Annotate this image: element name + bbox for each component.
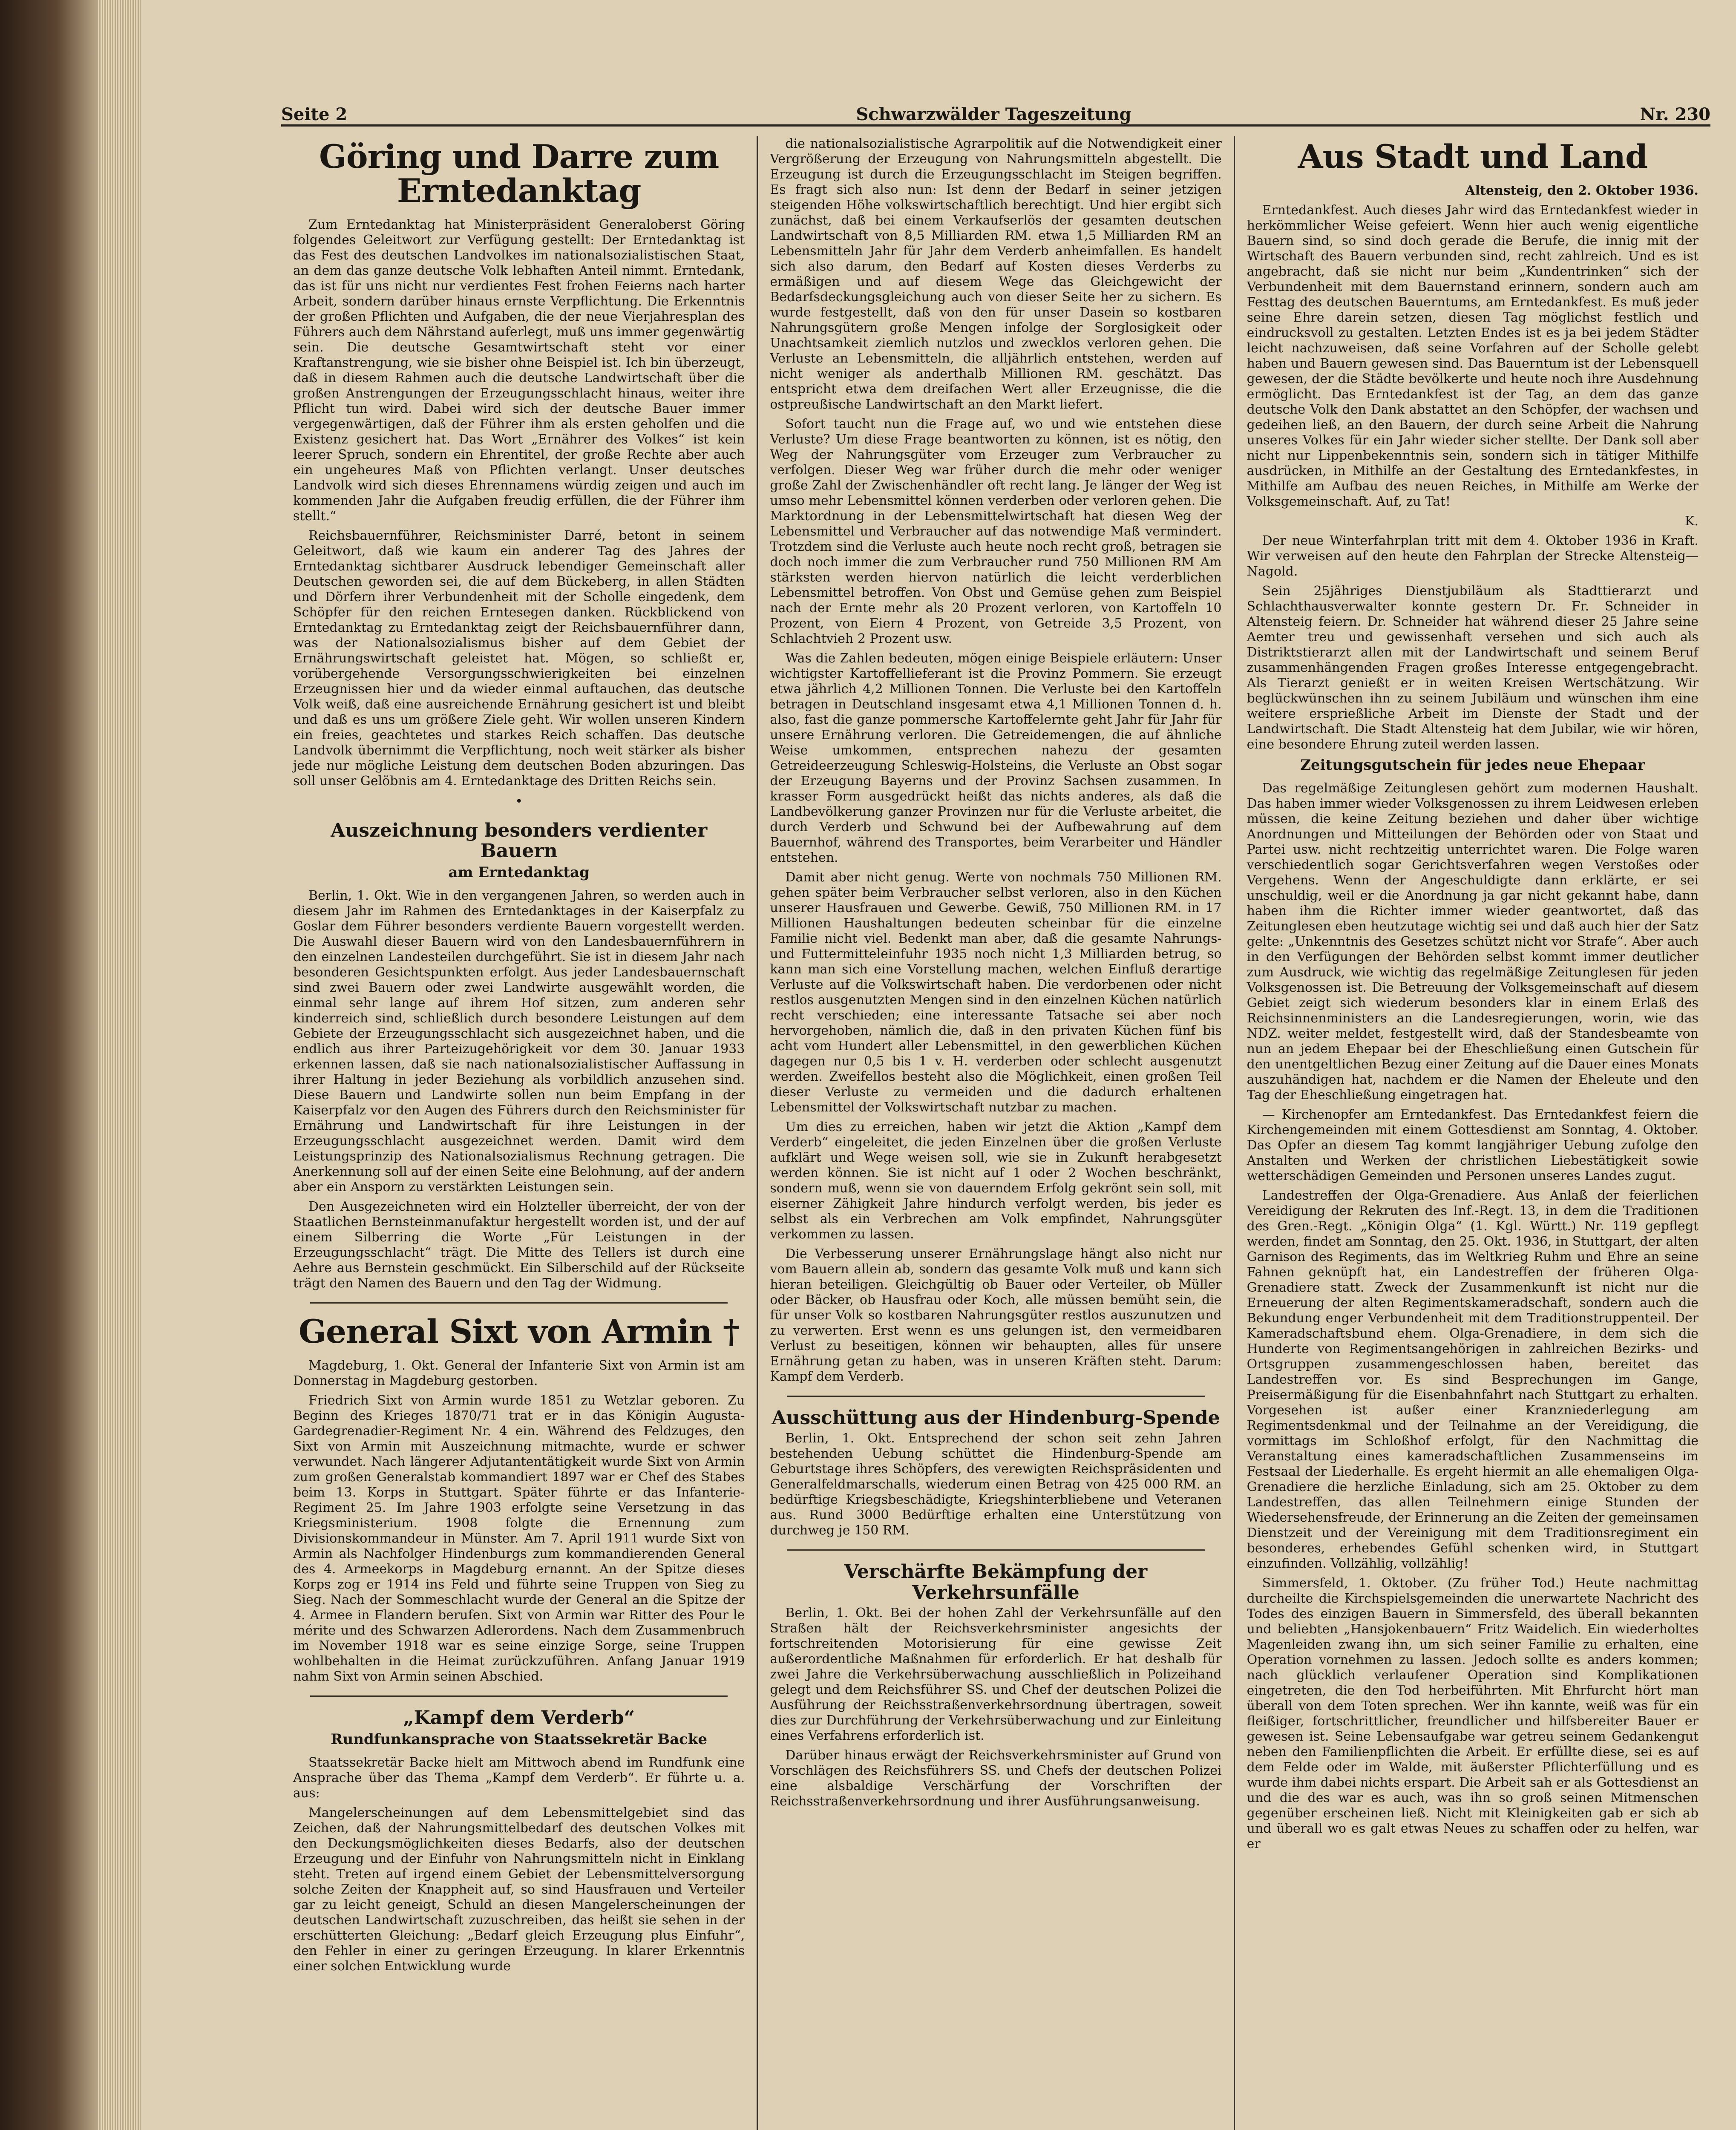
paragraph: Mangelerscheinungen auf dem Lebensmittelgebiet sind das Zeichen, daß der Nahrungsmittelbedarf des deutschen Volkes mit den Deckungsmöglichkeiten dieses Bedarfs, also der deutschen Erzeugung und der Einfuhr von Nahrungsmitteln nicht in Einklang steht. Treten auf irgend einem Gebiet der Lebensmittelversorgung solche Zeiten der Knappheit auf, so sind Hausfrauen und Verteiler gar zu leicht geneigt, Schuld an diesen Mangelerscheinungen der deutschen Landwirtschaft zuzuschreiben, das heißt sie sehen in der erschütterten Gleichung: „Bedarf gleich Erzeugung plus Einfuhr“, den Fehler in einer zu geringen Erzeugung. In klarer Erkenntnis einer solchen Entwicklung wurde bbox=[293, 1805, 745, 1974]
paragraph: Berlin, 1. Okt. Entsprechend der schon seit zehn Jahren bestehenden Uebung schüttet die Hindenburg-Spende am Geburtstage ihres Schöpfers, des verewigten Reichspräsidenten und Generalfeldmarschalls, wiederum einen Betrag von 425 000 RM. an bedürftige Kriegsbeschädigte, Kriegshinterbliebene und Veteranen aus. Rund 3000 Bedürftige erhalten eine Unterstützung von durchweg je 150 RM. bbox=[770, 1431, 1222, 1538]
book-binding bbox=[0, 0, 141, 2130]
page-header bbox=[281, 97, 1710, 127]
paragraph: Landestreffen der Olga-Grenadiere. Aus Anlaß der feierlichen Vereidigung der Rekruten des Inf.-Regt. 13, in dem die Traditionen des Gren.-Regt. „Königin Olga“ (1. Kgl. Württ.) Nr. 119 gepflegt werden, findet am Sonntag, den 25. Okt. 1936, in Stuttgart, der alten Garnison des Regiments, das im Weltkrieg Ruhm und Ehre an seine Fahnen geknüpft hat, ein Landestreffen der früheren Olga-Grenadiere statt. Zweck der Zusammenkunft ist nicht nur die Erneuerung der alten Regimentskameradschaft, sondern auch die Bekundung enger Verbundenheit mit dem Traditionstruppenteil. Der Kameradschaftsbund ehem. Olga-Grenadiere, in dem sich die Hunderte von Regimentsangehörigen in zahlreichen Bezirks- und Ortsgruppen zusammengeschlossen haben, bereitet das Landestreffen vor. Es sind Besprechungen im Gange, Preisermäßigung für die Eisenbahnfahrt nach Stuttgart zu erhalten. Vorgesehen ist außer einer Kranzniederlegung am Regimentsdenkmal und der Teilnahme an der Vereidigung, die vormittags im Schloßhof erfolgt, für den Nachmittag die Veranstaltung eines kameradschaftlichen Zusammenseins im Festsaal der Liederhalle. Es ergeht hiermit an alle ehemaligen Olga-Grenadiere die herzliche Einladung, sich am 25. Oktober zu dem Landestreffen, das allen Teilnehmern einige Stunden der Wiedersehensfreude, der Erinnerung an die Zeiten der gemeinsamen Dienstzeit und der Vereinigung mit dem Traditionsregiment ein besonderes, erhebendes Gefühl schenken wird, in Stuttgart einzufinden. Vollzählig, vollzählig! bbox=[1247, 1188, 1699, 1571]
page-number: Seite 2 bbox=[281, 104, 348, 124]
paragraph: Sein 25jähriges Dienstjubiläum als Stadttierarzt und Schlachthausverwalter konnte gestern Dr. Fr. Schneider in Altensteig feiern. Dr. Schneider hat während dieser 25 Jahre seine Aemter treu und gewissenhaft versehen und sich auch als Distriktstierarzt allen mit der Landwirtschaft und seinem Beruf zusammenhängenden Fragen großes Interesse entgegengebracht. Als Tierarzt genießt er in weiten Kreisen Wertschätzung. Wir beglückwünschen ihn zu seinem Jubiläum und wünschen ihm eine weitere ersprießliche Arbeit im Dienste der Stadt und der Landwirtschaft. Die Stadt Altensteig hat dem Jubilar, wie wir hören, eine besondere Ehrung zuteil werden lassen. bbox=[1247, 583, 1699, 752]
paragraph: Das regelmäßige Zeitunglesen gehört zum modernen Haushalt. Das haben immer wieder Volksgenossen zu ihrem Leidwesen erleben müssen, die keine Zeitung beziehen und daher über wichtige Anordnungen und Mitteilungen der Behörden oder von Staat und Partei usw. nicht rechtzeitig unterrichtet waren. Die Folge waren verschiedentlich sogar Gerichtsverfahren wegen Verstoßes oder Vergehens. Wenn der Angeschuldigte dann erklärte, er sei unschuldig, weil er die Anordnung ja gar nicht gekannt habe, dann haben ihm die Richter immer wieder geantwortet, daß das Zeitunglesen eben heutzutage wichtig sei und daß auch hier der Satz gelte: „Unkenntnis des Gesetzes schützt nicht vor Strafe“. Aber auch in den Verfügungen der Behörden selbst kommt immer deutlicher zum Ausdruck, wie wichtig das regelmäßige Zeitunglesen für jeden Volksgenossen ist. Die Betreuung der Volksgemeinschaft auf diesem Gebiet zeigt sich wiederum besonders klar in einem Erlaß des Reichsinnenministers an die Landesregierungen, worin, wie das NDZ. weiter meldet, festgestellt wird, daß der Standesbeamte von nun an jedem Ehepaar bei der Eheschließung einen Gutschein für den unentgeltlichen Bezug einer Zeitung auf die Dauer eines Monats auszuhändigen hat, nachdem er die Namen der Eheleute und den Tag der Eheschließung eingetragen hat. bbox=[1247, 780, 1699, 1102]
headline-auszeichnung: Auszeichnung besonders verdienter Bauern bbox=[331, 819, 708, 862]
paragraph: Berlin, 1. Okt. Bei der hohen Zahl der Verkehrsunfälle auf den Straßen hält der Reichsverkehrsminister angesichts der fortschreitenden Motorisierung für eine gewisse Zeit außerordentliche Maßnahmen für erforderlich. Er hat deshalb für zwei Jahre die Verkehrsüberwachung ausschließlich in Polizeihand gelegt und dem Reichsführer SS. und Chef der deutschen Polizei die Ausführung der Reichsstraßenverkehrsordnung übertragen, soweit dies zur Durchführung der Verkehrsüberwachung und zur Einleitung eines Verfahrens erforderlich ist. bbox=[770, 1606, 1222, 1744]
separator-dot: • bbox=[515, 794, 523, 809]
headline-goering: Göring und Darre zum Erntedanktag bbox=[319, 138, 719, 210]
divider bbox=[310, 1695, 728, 1697]
paragraph: Staatssekretär Backe hielt am Mittwoch abend im Rundfunk eine Ansprache über das Thema „Kampf dem Verderb“. Er führte u. a. aus: bbox=[293, 1755, 745, 1801]
dateline: Altensteig, den 2. Oktober 1936. bbox=[1465, 183, 1699, 198]
paragraph: Damit aber nicht genug. Werte von nochmals 750 Millionen RM. gehen später beim Verbraucher selbst verloren, also in den Küchen unserer Hausfrauen und Gewerbe. Gewiß, 750 Millionen RM. in 17 Millionen Haushaltungen bedeuten scheinbar für die einzelne Familie nicht viel. Bedenkt man aber, daß die gesamte Nahrungs- und Futtermitteleinfuhr 1935 noch nicht 1,3 Milliarden betrug, so kann man sich eine Vorstellung machen, welchen Einfluß derartige Verluste auf die Volkswirtschaft haben. Die verdorbenen oder nicht restlos ausgenutzten Mengen sind in den einzelnen Küchen natürlich recht verschieden; eine interessante Tatsache sei aber noch hervorgehoben, nämlich die, daß in den privaten Küchen fünf bis acht vom Hundert aller Lebensmittel, in den gewerblichen Küchen dagegen nur 0,5 bis 1 v. H. verderben oder schlecht ausgenutzt werden. Zweifellos besteht also die Möglichkeit, einen großen Teil dieser Verluste zu vermeiden und die dadurch erhaltenen Lebensmittel der Volkswirtschaft nutzbar zu machen. bbox=[770, 870, 1222, 1115]
paragraph: Friedrich Sixt von Armin wurde 1851 zu Wetzlar geboren. Zu Beginn des Krieges 1870/71 trat er in das Königin Augusta-Gardegrenadier-Regiment Nr. 4 ein. Während des Feldzuges, den Sixt von Armin mit Auszeichnung mitmachte, wurde er schwer verwundet. Nach längerer Adjutantentätigkeit wurde Sixt von Armin zum großen Generalstab kommandiert 1897 war er Chef des Stabes beim 13. Korps in Stuttgart. Später führte er das Infanterie-Regiment 25. Im Jahre 1903 erfolgte seine Versetzung in das Kriegsministerium. 1908 folgte die Ernennung zum Divisionskommandeur in Münster. Am 7. April 1911 wurde Sixt von Armin als Nachfolger Hindenburgs zum kommandierenden General des 4. Armeekorps in Magdeburg ernannt. An der Spitze dieses Korps zog er 1914 ins Feld und führte seine Truppen von Sieg zu Sieg. Nach der Sommeschlacht wurde der General an die Spitze der 4. Armee in Flandern berufen. Sixt von Armin war Ritter des Pour le mérite und des Schwarzen Adlerordens. Nach dem Zusammenbruch im November 1918 war es seine einzige Sorge, seine Truppen wohlbehalten in die Heimat zurückzuführen. Anfang Januar 1919 nahm Sixt von Armin seinen Abschied. bbox=[293, 1393, 745, 1684]
paragraph: die nationalsozialistische Agrarpolitik auf die Notwendigkeit einer Vergrößerung der Erzeugung von Nahrungsmitteln abgestellt. Die Erzeugung ist durch die Erzeugungsschlacht im Steigen begriffen. Es fragt sich also nun: Ist denn der Bedarf in seiner jetzigen steigenden Höhe volkswirtschaftlich berechtigt. Und hier ergibt sich zunächst, daß bei einem Verkaufserlös der gesamten deutschen Landwirtschaft von 8,5 Milliarden RM. etwa 1,5 Milliarden RM an Lebensmitteln Jahr für Jahr dem Verderb anheimfallen. Es handelt sich also darum, den Bedarf auf Kosten dieses Verderbs zu ermäßigen und auf diesem Wege das Gleichgewicht der Bedarfsdeckungsgleichung auch von dieser Seite her zu sichern. Es wurde festgestellt, daß von den für unser Dasein so kostbaren Nahrungsgütern große Mengen infolge der Sorglosigkeit oder Unachtsamkeit ziemlich nutzlos und zwecklos verloren gehen. Die Verluste an Lebensmitteln, die alljährlich entstehen, werden auf nicht weniger als anderthalb Millionen RM. geschätzt. Das entspricht etwa dem dreifachen Wert aller Erzeugnisse, die die ostpreußische Landwirtschaft an den Markt liefert. bbox=[770, 136, 1222, 412]
paragraph: Erntedankfest. Auch dieses Jahr wird das Erntedankfest wieder in herkömmlicher Weise gefeiert. Wenn hier auch wenig eigentliche Bauern sind, so sind doch gerade die Berufe, die innig mit der Wirtschaft des Bauern verbunden sind, recht zahlreich. Und es ist angebracht, daß sie nicht nur beim „Kundentrinken“ sich der Verbundenheit mit dem Bauernstand erinnern, sondern auch am Festtag des deutschen Bauerntums, am Erntedankfest. Es muß jeder seine Ehre darein setzen, diesen Tag möglichst festlich und eindrucksvoll zu gestalten. Letzten Endes ist es ja bei jedem Städter leicht nachzuweisen, daß seine Vorfahren auf der Scholle gelebt haben und Bauern gewesen sind. Das Bauerntum ist der Lebensquell gewesen, der die Städte bevölkerte und heute noch ihre Ausdehnung ermöglicht. Das Erntedankfest ist der Tag, an dem das ganze deutsche Volk den Dank abstattet an den Schöpfer, der wachsen und gedeihen ließ, an den Bauern, der durch seine Arbeit die Nahrung unseres Volkes für ein Jahr wieder sicher stellte. Der Dank soll aber nicht nur Lippenbekenntnis sein, sondern sich in tätiger Mithilfe ausdrücken, in Mithilfe an der Gestaltung des Erntedankfestes, in Mithilfe am Aufbau des neuen Reiches, in Mithilfe am Werke der Volksgemeinschaft. Auf, zu Tat! bbox=[1247, 202, 1699, 509]
subheadline: Rundfunkansprache von Staatssekretär Backe bbox=[331, 1731, 708, 1748]
column-3 bbox=[1234, 136, 1710, 2130]
paragraph: Den Ausgezeichneten wird ein Holzteller überreicht, der von der Staatlichen Bernsteinmanufaktur hergestellt worden ist, und der auf einem Silberring die Worte „Für Leistungen in der Erzeugungsschlacht“ trägt. Die Mitte des Tellers ist durch eine Aehre aus Bernstein geschmückt. Ein Silberschild auf der Rückseite trägt den Namen des Bauern und den Tag der Widmung. bbox=[293, 1199, 745, 1291]
paragraph: Simmersfeld, 1. Oktober. (Zu früher Tod.) Heute nachmittag durcheilte die Kirchspielsgemeinden die unerwartete Nachricht des Todes des einzigen Bauern in Simmersfeld, des überall bekannten und beliebten „Hansjokenbauern“ Fritz Waidelich. Ein wiederholtes Magenleiden zwang ihn, um sich seiner Familie zu erhalten, eine Operation vornehmen zu lassen. Jedoch sollte es anders kommen; nach glücklich verlaufener Operation sind Komplikationen eingetreten, die den Tod herbeiführten. Mit Ehrfurcht hört man überall von dem Toten sprechen. Wer ihn kannte, weiß was für ein fleißiger, fortschrittlicher, freundlicher und hilfsbereiter Bauer er gewesen ist. Seine Lebensaufgabe war getreu seinem Gedankengut neben den Familienpflichten die Arbeit. Er erfüllte diese, sei es auf dem Felde oder im Walde, mit äußerster Pflichterfüllung und es wurde ihm dabei nichts erspart. Die Arbeit sah er als Gottesdienst an und die des war es auch, was ihn so groß seinen Mitmenschen gegenüber erscheinen ließ. Nicht mit Kleinigkeiten gab er sich ab und überall wo es galt etwas Neues zu schaffen oder zu helfen, war er bbox=[1247, 1575, 1699, 1851]
paragraph: Um dies zu erreichen, haben wir jetzt die Aktion „Kampf dem Verderb“ eingeleitet, die jeden Einzelnen über die großen Verluste aufklärt und Wege weisen soll, wie sie in Zukunft herabgesetzt werden können. Sie ist nicht auf 1 oder 2 Wochen beschränkt, sondern muß, wenn sie von dauerndem Erfolg gekrönt sein soll, mit eiserner Zähigkeit Jahre hindurch verfolgt werden, bis jeder es selbst als ein Verbrechen am Volk empfindet, Nahrungsgüter verkommen zu lassen. bbox=[770, 1120, 1222, 1242]
paragraph: Was die Zahlen bedeuten, mögen einige Beispiele erläutern: Unser wichtigster Kartoffellieferant ist die Provinz Pommern. Sie erzeugt etwa jährlich 4,2 Millionen Tonnen. Die Verluste bei den Kartoffeln betragen in Deutschland insgesamt etwa 4,1 Millionen Tonnen d. h. also, fast die ganze pommersche Kartoffelernte geht Jahr für Jahr für unsere Ernährung verloren. Die Getreidemengen, die auf ähnliche Weise umkommen, entsprechen nahezu der gesamten Getreideerzeugung Schleswig-Holsteins, die Verluste an Obst sogar der Erzeugung Bayerns und der Provinz Sachsen zusammen. In krasser Form ausgedrückt heißt das nichts anderes, als daß die Landbevölkerung ganzer Provinzen nur für die Verluste arbeitet, die durch Verderb und Schwund bei der Aufbewahrung auf dem Bauernhof, während des Transportes, beim Verarbeiter und Händler entstehen. bbox=[770, 651, 1222, 865]
headline-zeitungsgutschein: Zeitungsgutschein für jedes neue Ehepaar bbox=[1300, 756, 1645, 774]
page-edges bbox=[98, 0, 141, 2130]
column-2 bbox=[757, 136, 1233, 2130]
subheadline: am Erntedanktag bbox=[448, 864, 590, 881]
headline-kampf-dem-verderb: „Kampf dem Verderb“ bbox=[403, 1707, 635, 1729]
paragraph: Die Verbesserung unserer Ernährungslage hängt also nicht nur vom Bauern allein ab, sondern das gesamte Volk muß und kann sich hieran beteiligen. Gleichgültig ob Bauer oder Verteiler, ob Müller oder Bäcker, ob Hausfrau oder Koch, alle müssen bemüht sein, die für unser Volk so kostbaren Nahrungsgüter restlos auszunutzen und zu verwerten. Erst wenn es uns gelungen ist, den vermeidbaren Verlust zu beseitigen, können wir behaupten, alles für unsere Ernährung getan zu haben, was in unseren Kräften steht. Darum: Kampf dem Verderb. bbox=[770, 1246, 1222, 1384]
paragraph: Der neue Winterfahrplan tritt mit dem 4. Oktober 1936 in Kraft. Wir verweisen auf den heute den Fahrplan der Strecke Altensteig—Nagold. bbox=[1247, 533, 1699, 579]
columns bbox=[281, 136, 1710, 2130]
paragraph: Reichsbauernführer, Reichsminister Darré, betont in seinem Geleitwort, daß wie kaum ein anderer Tag des Jahres der Erntedanktag sichtbarer Ausdruck lebendiger Gemeinschaft aller Deutschen geworden sei, die auf dem Bückeberg, in allen Städten und Dörfern ihrer Verbundenheit mit der Scholle eingedenk, dem Schöpfer für den reichen Erntesegen danken. Rückblickend von Erntedanktag zu Erntedanktag zeigt der Reichsbauernführer dann, was der Nationalsozialismus bisher auf dem Gebiet der Ernährungswirtschaft geleistet hat. Mögen, so schließt er, vorübergehende Versorgungsschwierigkeiten bei einzelnen Erzeugnissen hier und da wieder einmal auftauchen, das deutsche Volk weiß, daß eine ausreichende Ernährung gesichert ist und bleibt und daß es uns um größere Ziele geht. Wir wollen unseren Kindern ein freies, geachtetes und starkes Reich schaffen. Das deutsche Landvolk übernimmt die Verpflichtung, noch weit stärker als bisher jede nur mögliche Leistung dem deutschen Boden abzuringen. Das soll unser Gelöbnis am 4. Erntedanktage des Dritten Reichs sein. bbox=[293, 528, 745, 789]
newspaper-page bbox=[141, 0, 1736, 2130]
paragraph: Magdeburg, 1. Okt. General der Infanterie Sixt von Armin ist am Donnerstag in Magdeburg gestorben. bbox=[293, 1358, 745, 1388]
headline-sixt-von-armin: General Sixt von Armin † bbox=[298, 1313, 740, 1351]
paragraph: Darüber hinaus erwägt der Reichsverkehrsminister auf Grund von Vorschlägen des Reichsführers SS. und Chefs der deutschen Polizei eine alsbaldige Verschärfung der Vorschriften der Reichsstraßenverkehrsordnung und ihrer Ausführungsanweisung. bbox=[770, 1748, 1222, 1809]
paragraph: — Kirchenopfer am Erntedankfest. Das Erntedankfest feiern die Kirchengemeinden mit einem Gottesdienst am Sonntag, 4. Oktober. Das Opfer an diesem Tag kommt langjähriger Uebung zufolge den Anstalten und Werken der christlichen Liebestätigkeit sowie wetterschädigen Gemeinden und Personen unseres Landes zugut. bbox=[1247, 1107, 1699, 1183]
column-1 bbox=[281, 136, 757, 2130]
paragraph: Berlin, 1. Okt. Wie in den vergangenen Jahren, so werden auch in diesem Jahr im Rahmen des Erntedanktages in der Kaiserpfalz zu Goslar dem Führer besonders verdiente Bauern vorgestellt werden. Die Auswahl dieser Bauern wird von den Landesbauernführern in den einzelnen Landesteilen durchgeführt. Sie ist in diesem Jahr nach besonderen Gesichtspunkten erfolgt. Aus jeder Landesbauernschaft sind zwei Bauern oder zwei Landwirte ausgewählt worden, die einmal sehr lange auf ihrem Hof sitzen, zum anderen sehr kinderreich sind, schließlich durch besondere Leistungen auf dem Gebiete der Erzeugungsschlacht sich ausgezeichnet haben, und die endlich aus ihrer Parteizugehörigkeit vor dem 30. Januar 1933 erkennen lassen, daß sie nach nationalsozialistischer Auffassung in ihrer Haltung in jeder Beziehung als vorbildlich anzusehen sind. Diese Bauern und Landwirte sollen nun beim Empfang in der Kaiserpfalz vor den Augen des Führers durch den Reichsminister für Ernährung und Landwirtschaft für ihre Leistungen in der Erzeugungsschlacht ausgezeichnet werden. Damit wird dem Leistungsprinzip des Nationalsozialismus Rechnung getragen. Die Anerkennung soll auf der einen Seite eine Belohnung, auf der andern aber ein Ansporn zu verstärkten Leistungen sein. bbox=[293, 888, 745, 1195]
paragraph: Sofort taucht nun die Frage auf, wo und wie entstehen diese Verluste? Um diese Frage beantworten zu können, ist es nötig, den Weg der Nahrungsgüter vom Erzeuger zum Verbraucher zu verfolgen. Dieser Weg war früher durch die mehr oder weniger große Zahl der Zwischenhändler oft recht lang. Je länger der Weg ist umso mehr Lebensmittel können verderben oder verloren gehen. Die Marktordnung in der Lebensmittelwirtschaft hat diesen Weg der Lebensmittel und Verbraucher auf das notwendige Maß vermindert. Trotzdem sind die Verluste auch heute noch recht groß, betragen sie doch noch immer die zum Verbraucher rund 750 Millionen RM Am stärksten werden hiervon natürlich die leicht verderblichen Lebensmittel betroffen. Von Obst und Gemüse gehen zum Beispiel nach der Ernte mehr als 20 Prozent verloren, von Kartoffeln 10 Prozent, von Eiern 4 Prozent, von Getreide 3,5 Prozent, von Schlachtvieh 2 Prozent usw. bbox=[770, 417, 1222, 646]
paragraph: Zum Erntedanktag hat Ministerpräsident Generaloberst Göring folgendes Geleitwort zur Verfügung gestellt: Der Erntedanktag ist das Fest des deutschen Landvolkes im nationalsozialistischen Staat, an dem das ganze deutsche Volk lebhaften Anteil nimmt. Erntedank, das ist für uns nicht nur verdientes Fest frohen Feierns nach harter Arbeit, sondern darüber hinaus ernste Verpflichtung. Die Erkenntnis der großen Pflichten und Aufgaben, die der neue Vierjahresplan des Führers auch dem Nährstand auferlegt, muß uns immer gegenwärtig sein. Die deutsche Gesamtwirtschaft steht vor einer Kraftanstrengung, wie sie bisher ohne Beispiel ist. Ich bin überzeugt, daß in diesem Rahmen auch die deutsche Landwirtschaft über die großen Anstrengungen der Erzeugungsschlacht hinaus, weiter ihre Pflicht tun wird. Dabei wird sich der deutsche Bauer immer vergegenwärtigen, daß der Führer ihm als ersten geholfen und die Existenz gesichert hat. Das Wort „Ernährer des Volkes“ ist kein leerer Spruch, sondern ein Ehrentitel, der große Rechte aber auch ein ungeheures Maß von Pflichten verlangt. Unser deutsches Landvolk wird sich dieses Ehrennamens würdig zeigen und auch im kommenden Jahr die Aufgaben freudig erfüllen, die der Führer ihm stellt.“ bbox=[293, 217, 745, 524]
newspaper-name: Schwarzwälder Tageszeitung bbox=[856, 104, 1131, 124]
headline-aus-stadt-und-land: Aus Stadt und Land bbox=[1298, 138, 1648, 176]
divider bbox=[310, 1302, 728, 1304]
issue-number: Nr. 230 bbox=[1640, 104, 1710, 124]
divider bbox=[787, 1549, 1204, 1551]
author-initial: K. bbox=[1685, 513, 1699, 529]
headline-verkehrsunfaelle: Verschärfte Bekämpfung der Verkehrsunfälle bbox=[844, 1561, 1148, 1603]
divider bbox=[787, 1396, 1204, 1397]
headline-hindenburg-spende: Ausschüttung aus der Hindenburg-Spende bbox=[772, 1407, 1220, 1429]
